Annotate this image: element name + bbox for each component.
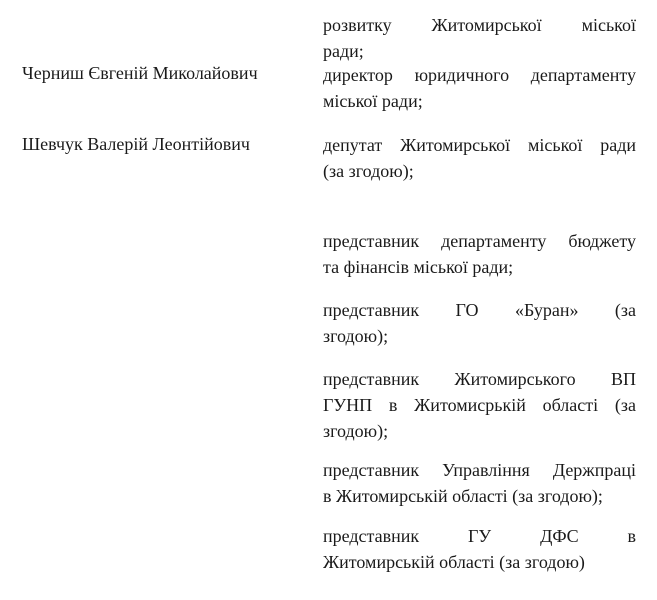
- role-line: згодою);: [323, 326, 389, 346]
- role-block-buran-representative: [323, 297, 636, 349]
- role-line: міської ради;: [323, 91, 423, 111]
- role-block-police-representative: [323, 366, 636, 444]
- role-line: розвитку Житомирської міської: [323, 15, 636, 35]
- member-name-chernysh: Черниш Євгеній Миколайович: [22, 63, 258, 83]
- role-line: представник Житомирського ВП: [323, 369, 636, 389]
- member-name-shevchuk: Шевчук Валерій Леонтійович: [22, 134, 250, 154]
- role-line: представник департаменту бюджету: [323, 231, 636, 251]
- role-block-budget-representative: [323, 228, 636, 280]
- role-line: депутат Житомирської міської ради: [323, 135, 636, 155]
- role-block-labour-representative: [323, 457, 636, 509]
- role-block-deputy: [323, 132, 636, 184]
- role-block-tax-representative: [323, 523, 636, 575]
- role-line: директор юридичного департаменту: [323, 65, 636, 85]
- role-block-development: [323, 12, 636, 64]
- role-block-legal-director: [323, 62, 636, 114]
- role-line: представник ГО «Буран» (за: [323, 300, 636, 320]
- role-line: в Житомирській області (за згодою);: [323, 486, 603, 506]
- role-line: згодою);: [323, 421, 389, 441]
- role-line: ради;: [323, 41, 364, 61]
- role-line: Житомирській області (за згодою): [323, 552, 585, 572]
- role-line: представник ГУ ДФС в: [323, 526, 636, 546]
- role-line: представник Управління Держпраці: [323, 460, 636, 480]
- role-line: та фінансів міської ради;: [323, 257, 514, 277]
- role-line: (за згодою);: [323, 161, 414, 181]
- role-line: ГУНП в Житомисрькій області (за: [323, 395, 636, 415]
